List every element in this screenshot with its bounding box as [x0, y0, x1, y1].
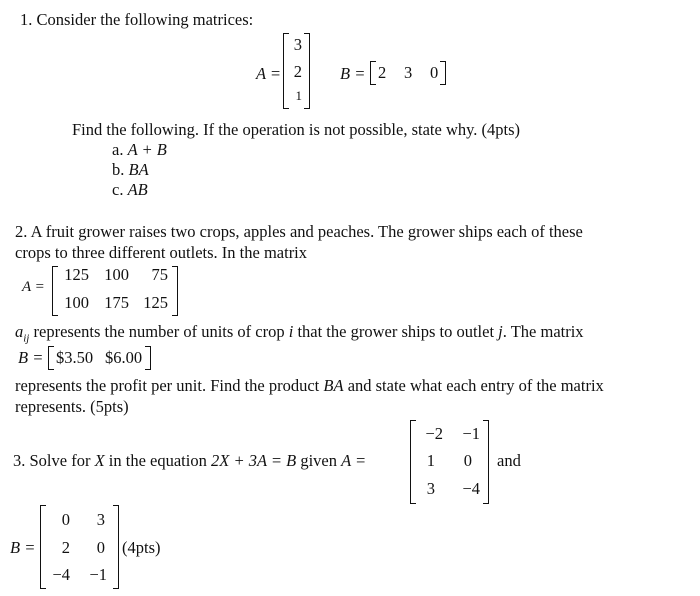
matrix-cell: 0 — [430, 63, 439, 82]
q2-matrix-a-label: A = — [22, 279, 45, 295]
matrix-cell: 2 — [293, 62, 302, 81]
q1-instruction: Find the following. If the operation is not possible, state why. (4pts) — [72, 120, 521, 139]
matrix-cell: 1 — [426, 451, 435, 470]
matrix-cell: $6.00 — [105, 348, 143, 367]
q2-line-1: 2. A fruit grower raises two crops, apples and peaches. The grower ships each of these — [15, 222, 583, 241]
q3-statement: 3. Solve for X in the equation 2X + 3A = B given A = — [13, 451, 367, 470]
matrix-cell: 125 — [143, 293, 168, 312]
matrix-cell: −1 — [462, 424, 480, 443]
q2-profit-line: represents the profit per unit. Find the product BA and state what each entry of the matrix — [15, 376, 604, 395]
matrix-cell: 0 — [463, 451, 472, 470]
q3-matrix-b-label: B = — [10, 538, 36, 557]
matrix-cell: 75 — [151, 265, 168, 284]
matrix-cell: 3 — [404, 63, 413, 82]
matrix-cell: 1 — [295, 88, 302, 103]
q2-matrix-b-label: B = — [18, 348, 44, 367]
q2-aij-sentence: $a_{ij}$ represents the number of units of crop i that the grower ships to outlet j. The matrix — [15, 322, 584, 345]
q1-matrix-a-label: A = — [256, 64, 282, 83]
matrix-cell: 0 — [96, 538, 105, 557]
matrix-cell: 0 — [61, 510, 70, 529]
matrix-cell: 100 — [104, 265, 129, 284]
q1-item-b: b. BA — [112, 160, 149, 179]
matrix-cell: −1 — [89, 565, 107, 584]
matrix-cell: 3 — [96, 510, 105, 529]
q1-item-a: a. A + B — [112, 140, 167, 159]
q3-and: and — [497, 451, 521, 470]
matrix-cell: 100 — [64, 293, 89, 312]
q2-line-2: crops to three different outlets. In the matrix — [15, 243, 308, 262]
matrix-cell: 2 — [378, 63, 387, 82]
q3-points: (4pts) — [122, 538, 161, 557]
matrix-cell: $3.50 — [56, 348, 94, 367]
matrix-cell: 125 — [64, 265, 89, 284]
q1-heading: 1. Consider the following matrices: — [20, 10, 254, 29]
matrix-cell: −2 — [425, 424, 443, 443]
matrix-cell: 175 — [104, 293, 129, 312]
q1-item-c: c. AB — [112, 180, 148, 199]
matrix-cell: −4 — [52, 565, 70, 584]
matrix-cell: −4 — [462, 479, 480, 498]
q2-last-line: represents. (5pts) — [15, 397, 129, 416]
q1-matrix-b-label: B = — [340, 64, 366, 83]
matrix-cell: 2 — [61, 538, 70, 557]
matrix-cell: 3 — [293, 35, 302, 54]
matrix-cell: 3 — [426, 479, 435, 498]
